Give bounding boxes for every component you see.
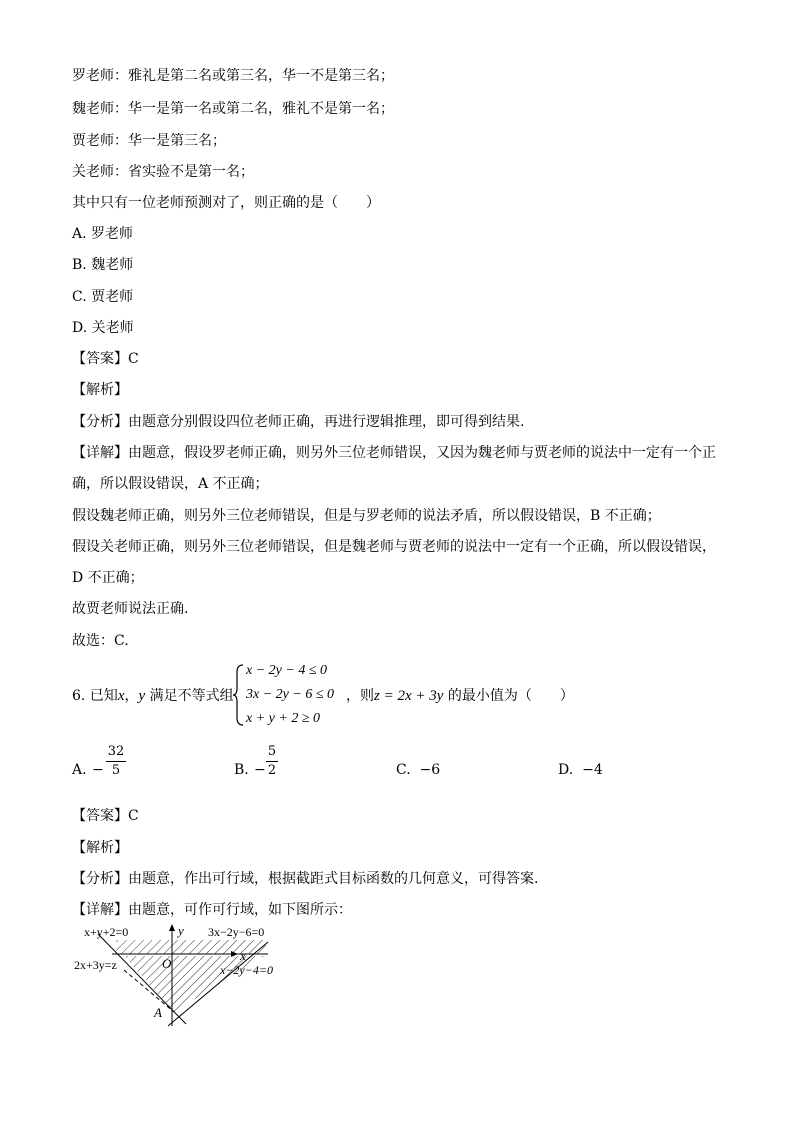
q6-option-a-sign: − xyxy=(92,762,104,778)
q6-stem-tail xyxy=(346,686,574,706)
q6-option-d xyxy=(558,760,603,780)
q6-option-a-fraction-bar xyxy=(106,761,126,762)
q6-stem-suffix: 的最小值为（ ） xyxy=(443,688,574,704)
q5-detail-line-5: D 不正确； xyxy=(72,570,144,586)
q6-option-b-denominator: 2 xyxy=(267,763,277,778)
q5-detail-line-6: 故贾老师说法正确. xyxy=(72,601,189,617)
q5-analysis: 【分析】由题意分别假设四位老师正确，再进行逻辑推理，即可得到结果. xyxy=(72,414,525,430)
feasible-region-figure xyxy=(68,922,298,1032)
q6-option-b-label: B. xyxy=(234,762,249,778)
q6-analysis-heading: 【解析】 xyxy=(72,840,128,856)
q6-stem-prefix: 6. 已知 xyxy=(72,688,118,704)
q6-option-a-fraction xyxy=(106,744,126,779)
q6-option-c-value: −6 xyxy=(419,762,441,778)
q5-question: 其中只有一位老师预测对了，则正确的是（ ） xyxy=(72,195,380,211)
q6-objective: z = 2x + 3y xyxy=(374,688,444,704)
label-3x-minus-2y-minus-6: 3x−2y−6=0 xyxy=(208,925,265,939)
label-objective: 2x+3y=z xyxy=(74,958,117,972)
q5-detail-line-2: 确，所以假设错误，A 不正确； xyxy=(72,476,269,492)
q5-detail-line-7: 故选：C. xyxy=(72,633,129,649)
label-x-plus-y-plus-2: x+y+2=0 xyxy=(84,925,129,939)
q5-option-b: B. 魏老师 xyxy=(72,257,134,273)
origin-label: O xyxy=(162,956,172,971)
q6-option-a-label: A. xyxy=(72,762,87,778)
q6-var-y: y xyxy=(138,688,146,704)
axis-y-label: y xyxy=(178,923,184,938)
q6-option-b-sign: − xyxy=(254,762,266,778)
q5-detail-line-1: 【详解】由题意，假设罗老师正确，则另外三位老师错误，又因为魏老师与贾老师的说法中一定有一个正 xyxy=(72,445,716,461)
q6-system-brace xyxy=(232,664,244,726)
q6-option-d-label: D. xyxy=(558,762,574,778)
axis-x-label: x xyxy=(240,948,246,963)
q6-var-x: x xyxy=(117,688,125,704)
point-a-label: A xyxy=(154,1005,162,1020)
label-x-minus-2y-minus-4: x−2y−4=0 xyxy=(220,963,273,977)
q5-option-a: A. 罗老师 xyxy=(72,226,134,242)
q6-option-c xyxy=(396,760,440,780)
q6-stem-mid: 满足不等式组 xyxy=(145,688,234,704)
q6-option-b-fraction xyxy=(266,744,278,779)
y-axis-arrow xyxy=(169,924,175,931)
q5-option-c: C. 贾老师 xyxy=(72,289,134,305)
q6-option-c-label: C. xyxy=(396,762,411,778)
q6-stem xyxy=(72,686,234,706)
q6-analysis: 【分析】由题意，作出可行域，根据截距式目标函数的几何意义，可得答案. xyxy=(72,871,539,887)
q5-answer: 【答案】C xyxy=(72,351,139,367)
q5-analysis-heading: 【解析】 xyxy=(72,382,128,398)
q6-inequality-2: 3x − 2y − 6 ≤ 0 xyxy=(246,687,335,702)
q5-statement-luo: 罗老师：雅礼是第二名或第三名，华一不是第三名； xyxy=(72,68,394,84)
q5-option-d: D. 关老师 xyxy=(72,320,134,336)
q6-inequality-3: x + y + 2 ≥ 0 xyxy=(246,711,321,726)
q6-option-a-numerator: 32 xyxy=(107,744,125,759)
q6-inequality-1: x − 2y − 4 ≤ 0 xyxy=(246,663,328,678)
q6-option-a-denominator: 5 xyxy=(111,763,121,778)
q5-detail-line-4: 假设关老师正确，则另外三位老师错误，但是魏老师与贾老师的说法中一定有一个正确，所以假设错误， xyxy=(72,539,716,555)
q6-stem-then: ，则 xyxy=(346,688,374,704)
q6-answer: 【答案】C xyxy=(72,808,139,824)
q5-statement-wei: 魏老师：华一是第一名或第二名，雅礼不是第一名； xyxy=(72,101,394,117)
q5-detail-line-3: 假设魏老师正确，则另外三位老师错误，但是与罗老师的说法矛盾，所以假设错误，B 不正确； xyxy=(72,508,661,524)
q6-option-b-numerator: 5 xyxy=(267,744,277,759)
q6-comma: ， xyxy=(124,688,139,704)
q6-detail: 【详解】由题意，可作可行域，如下图所示： xyxy=(72,902,352,918)
q6-option-d-value: −4 xyxy=(582,762,603,778)
q6-option-b-fraction-bar xyxy=(266,761,278,762)
q5-statement-guan: 关老师：省实验不是第一名； xyxy=(72,164,254,180)
q5-statement-jia: 贾老师：华一是第三名； xyxy=(72,133,226,149)
